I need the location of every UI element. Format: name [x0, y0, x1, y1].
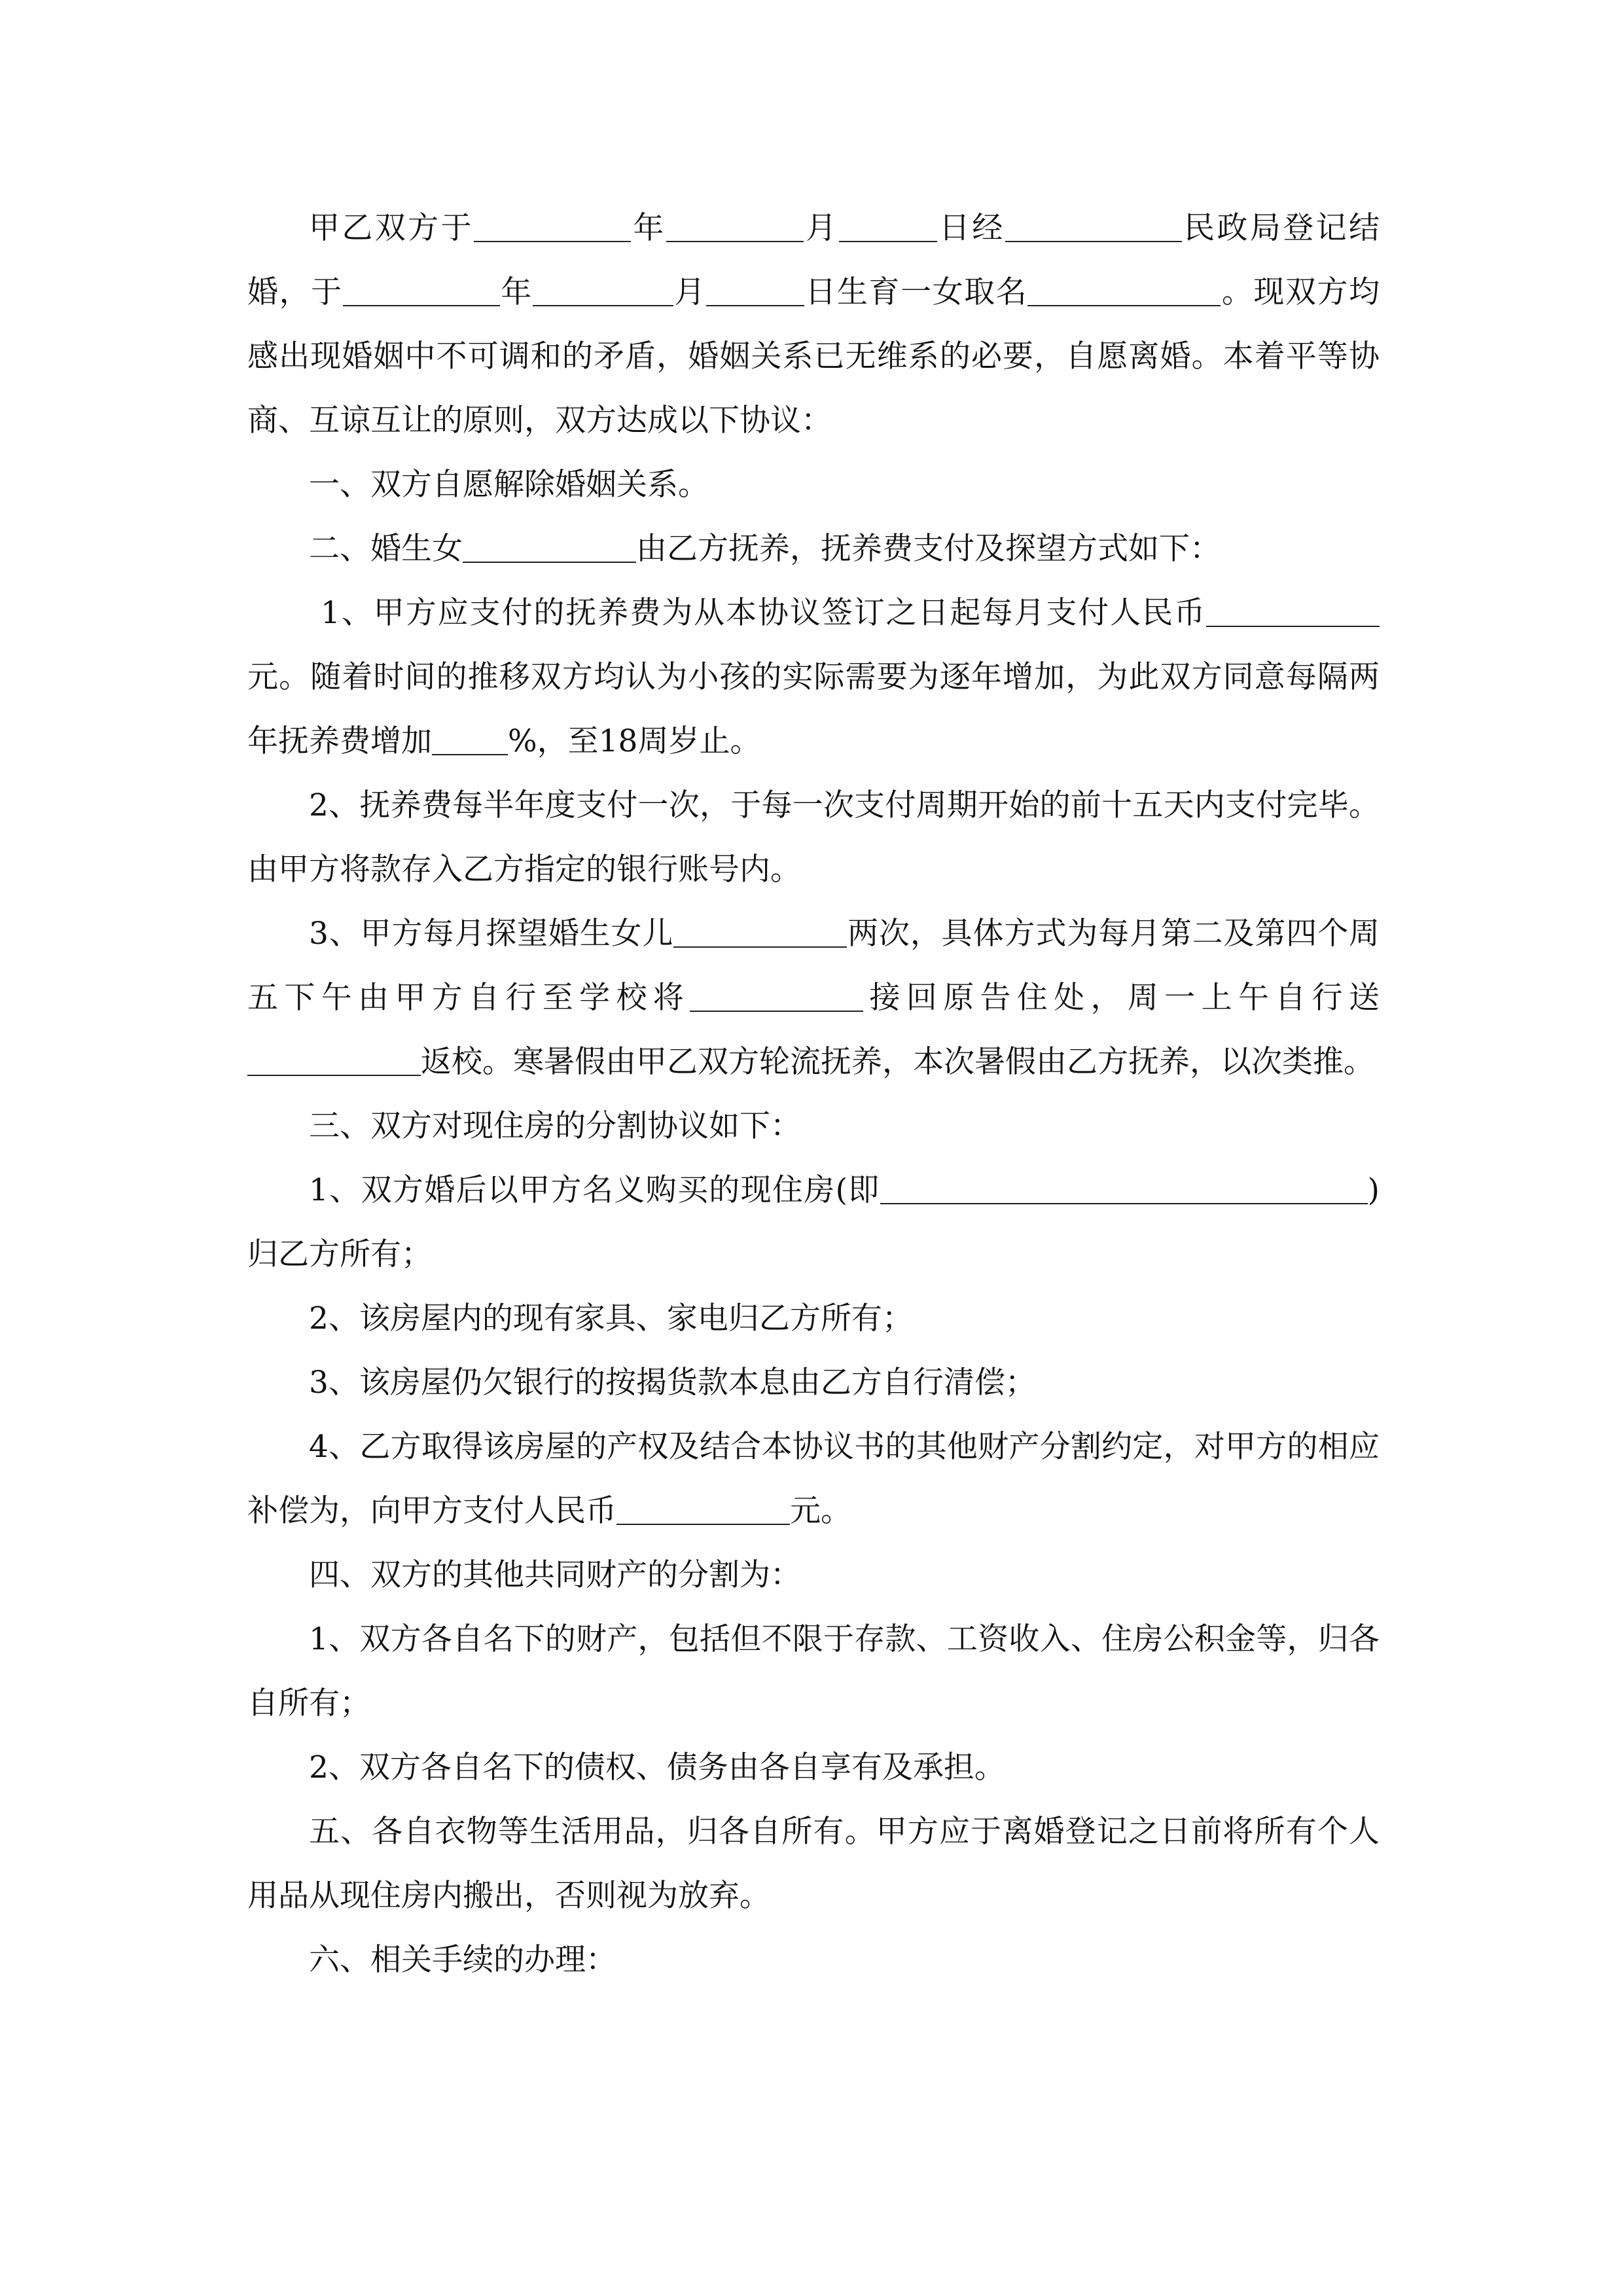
section-2: [247, 517, 1380, 581]
section-2-text-2: 由乙方抚养，抚养费支付及探望方式如下：: [636, 531, 1221, 567]
section-2-item-1: [247, 581, 1380, 774]
section-3-item-4-text-1: 4、乙方取得该房屋的产权及结合本协议书的其他财产分割约定，对甲方的相应补偿为，向甲方支付人民币: [247, 1429, 1380, 1529]
section-3-item-2: 2、该房屋内的现有家具、家电归乙方所有；: [309, 1300, 913, 1336]
blank-birth-month: [533, 272, 673, 306]
section-2-item-1-text-1: 1、甲方应支付的抚养费为从本协议签订之日起每月支付人民币: [321, 595, 1206, 631]
section-6: 六、相关手续的办理：: [309, 1942, 616, 1978]
section-2-item-1-text-2: 元。随着时间的推移双方均认为小孩的实际需要为逐年增加，为此双方同意每隔两年抚养费增加: [247, 659, 1380, 759]
agreement-body: [247, 196, 1380, 1992]
blank-daughter-name-3: [673, 914, 847, 947]
intro-text-9: 。现双方均感出现婚姻中不可调和的矛盾，婚姻关系已无维系的必要，自愿离婚。本着平等协商、互谅互让的原则，双方达成以下协议：: [247, 274, 1380, 439]
blank-civil-affairs-bureau: [1005, 208, 1182, 242]
blank-daughter-name-2: [463, 529, 636, 562]
section-2-item-2: 2、抚养费每半年度支付一次，于每一次支付周期开始的前十五天内支付完毕。由甲方将款存入乙方指定的银行账号内。: [247, 787, 1380, 888]
section-1: 一、双方自愿解除婚姻关系。: [309, 467, 709, 503]
section-3-item-4: [247, 1415, 1380, 1543]
section-2-item-3-text-4: 返校。寒暑假由甲乙双方轮流抚养，本次暑假由乙方抚养，以次类推。: [421, 1044, 1374, 1080]
section-2-item-3-text-2: 两次，具体方式为每月第二及第四个周五下午由甲方自行至学校将: [247, 916, 1380, 1016]
section-3-item-3: 3、该房屋仍欠银行的按揭货款本息由乙方自行清偿；: [309, 1365, 1036, 1401]
blank-daughter-name-5: [247, 1042, 421, 1075]
section-2-item-3-text-1: 3、甲方每月探望婚生女儿: [309, 916, 674, 952]
section-2-item-3: [247, 902, 1380, 1094]
intro-text-5: 民政局登记结婚，于: [247, 210, 1380, 310]
blank-daughter-name: [1027, 272, 1221, 306]
section-3-item-1-text-1: 1、双方婚后以甲方名义购买的现住房(即: [309, 1172, 880, 1208]
intro-text-8: 日生育一女取名: [804, 274, 1028, 310]
blank-marriage-day: [839, 208, 937, 242]
blank-monthly-support-amount: [1206, 593, 1380, 626]
section-4: 四、双方的其他共同财产的分割为：: [309, 1557, 801, 1593]
blank-marriage-year: [474, 208, 631, 242]
intro-text-3: 月: [803, 210, 839, 246]
section-5: 五、各自衣物等生活用品，归各自所有。甲方应于离婚登记之日前将所有个人用品从现住房内搬出，否则视为放弃。: [247, 1814, 1380, 1914]
intro-text-1: 甲乙双方于: [309, 210, 474, 246]
blank-marriage-month: [666, 208, 804, 242]
intro-text-7: 月: [673, 274, 706, 310]
section-4-item-2: 2、双方各自名下的债权、债务由各自享有及承担。: [309, 1749, 1005, 1785]
section-2-text-1: 二、婚生女: [309, 531, 463, 567]
section-2-item-3-text-3: 接回原告住处，周一上午自行送: [863, 980, 1380, 1016]
section-3: 三、双方对现住房的分割协议如下：: [309, 1108, 801, 1144]
section-3-item-1-text-2: )归乙方所有；: [247, 1172, 1380, 1272]
section-3-item-4-text-2: 元。: [790, 1493, 851, 1529]
blank-compensation-amount: [616, 1491, 790, 1524]
intro-text-4: 日经: [936, 210, 1005, 246]
blank-birth-year: [343, 272, 500, 306]
section-2-item-1-text-3: %，至18周岁止。: [508, 723, 761, 759]
blank-increase-percent: [432, 721, 508, 755]
blank-birth-day: [706, 272, 804, 306]
blank-house-address: [880, 1170, 1368, 1204]
intro-text-6: 年: [499, 274, 533, 310]
section-4-item-1: 1、双方各自名下的财产，包括但不限于存款、工资收入、住房公积金等，归各自所有；: [247, 1621, 1380, 1721]
intro-paragraph: [247, 196, 1380, 453]
blank-daughter-name-4: [690, 978, 863, 1011]
intro-text-2: 年: [630, 210, 666, 246]
section-3-item-1: [247, 1158, 1380, 1287]
